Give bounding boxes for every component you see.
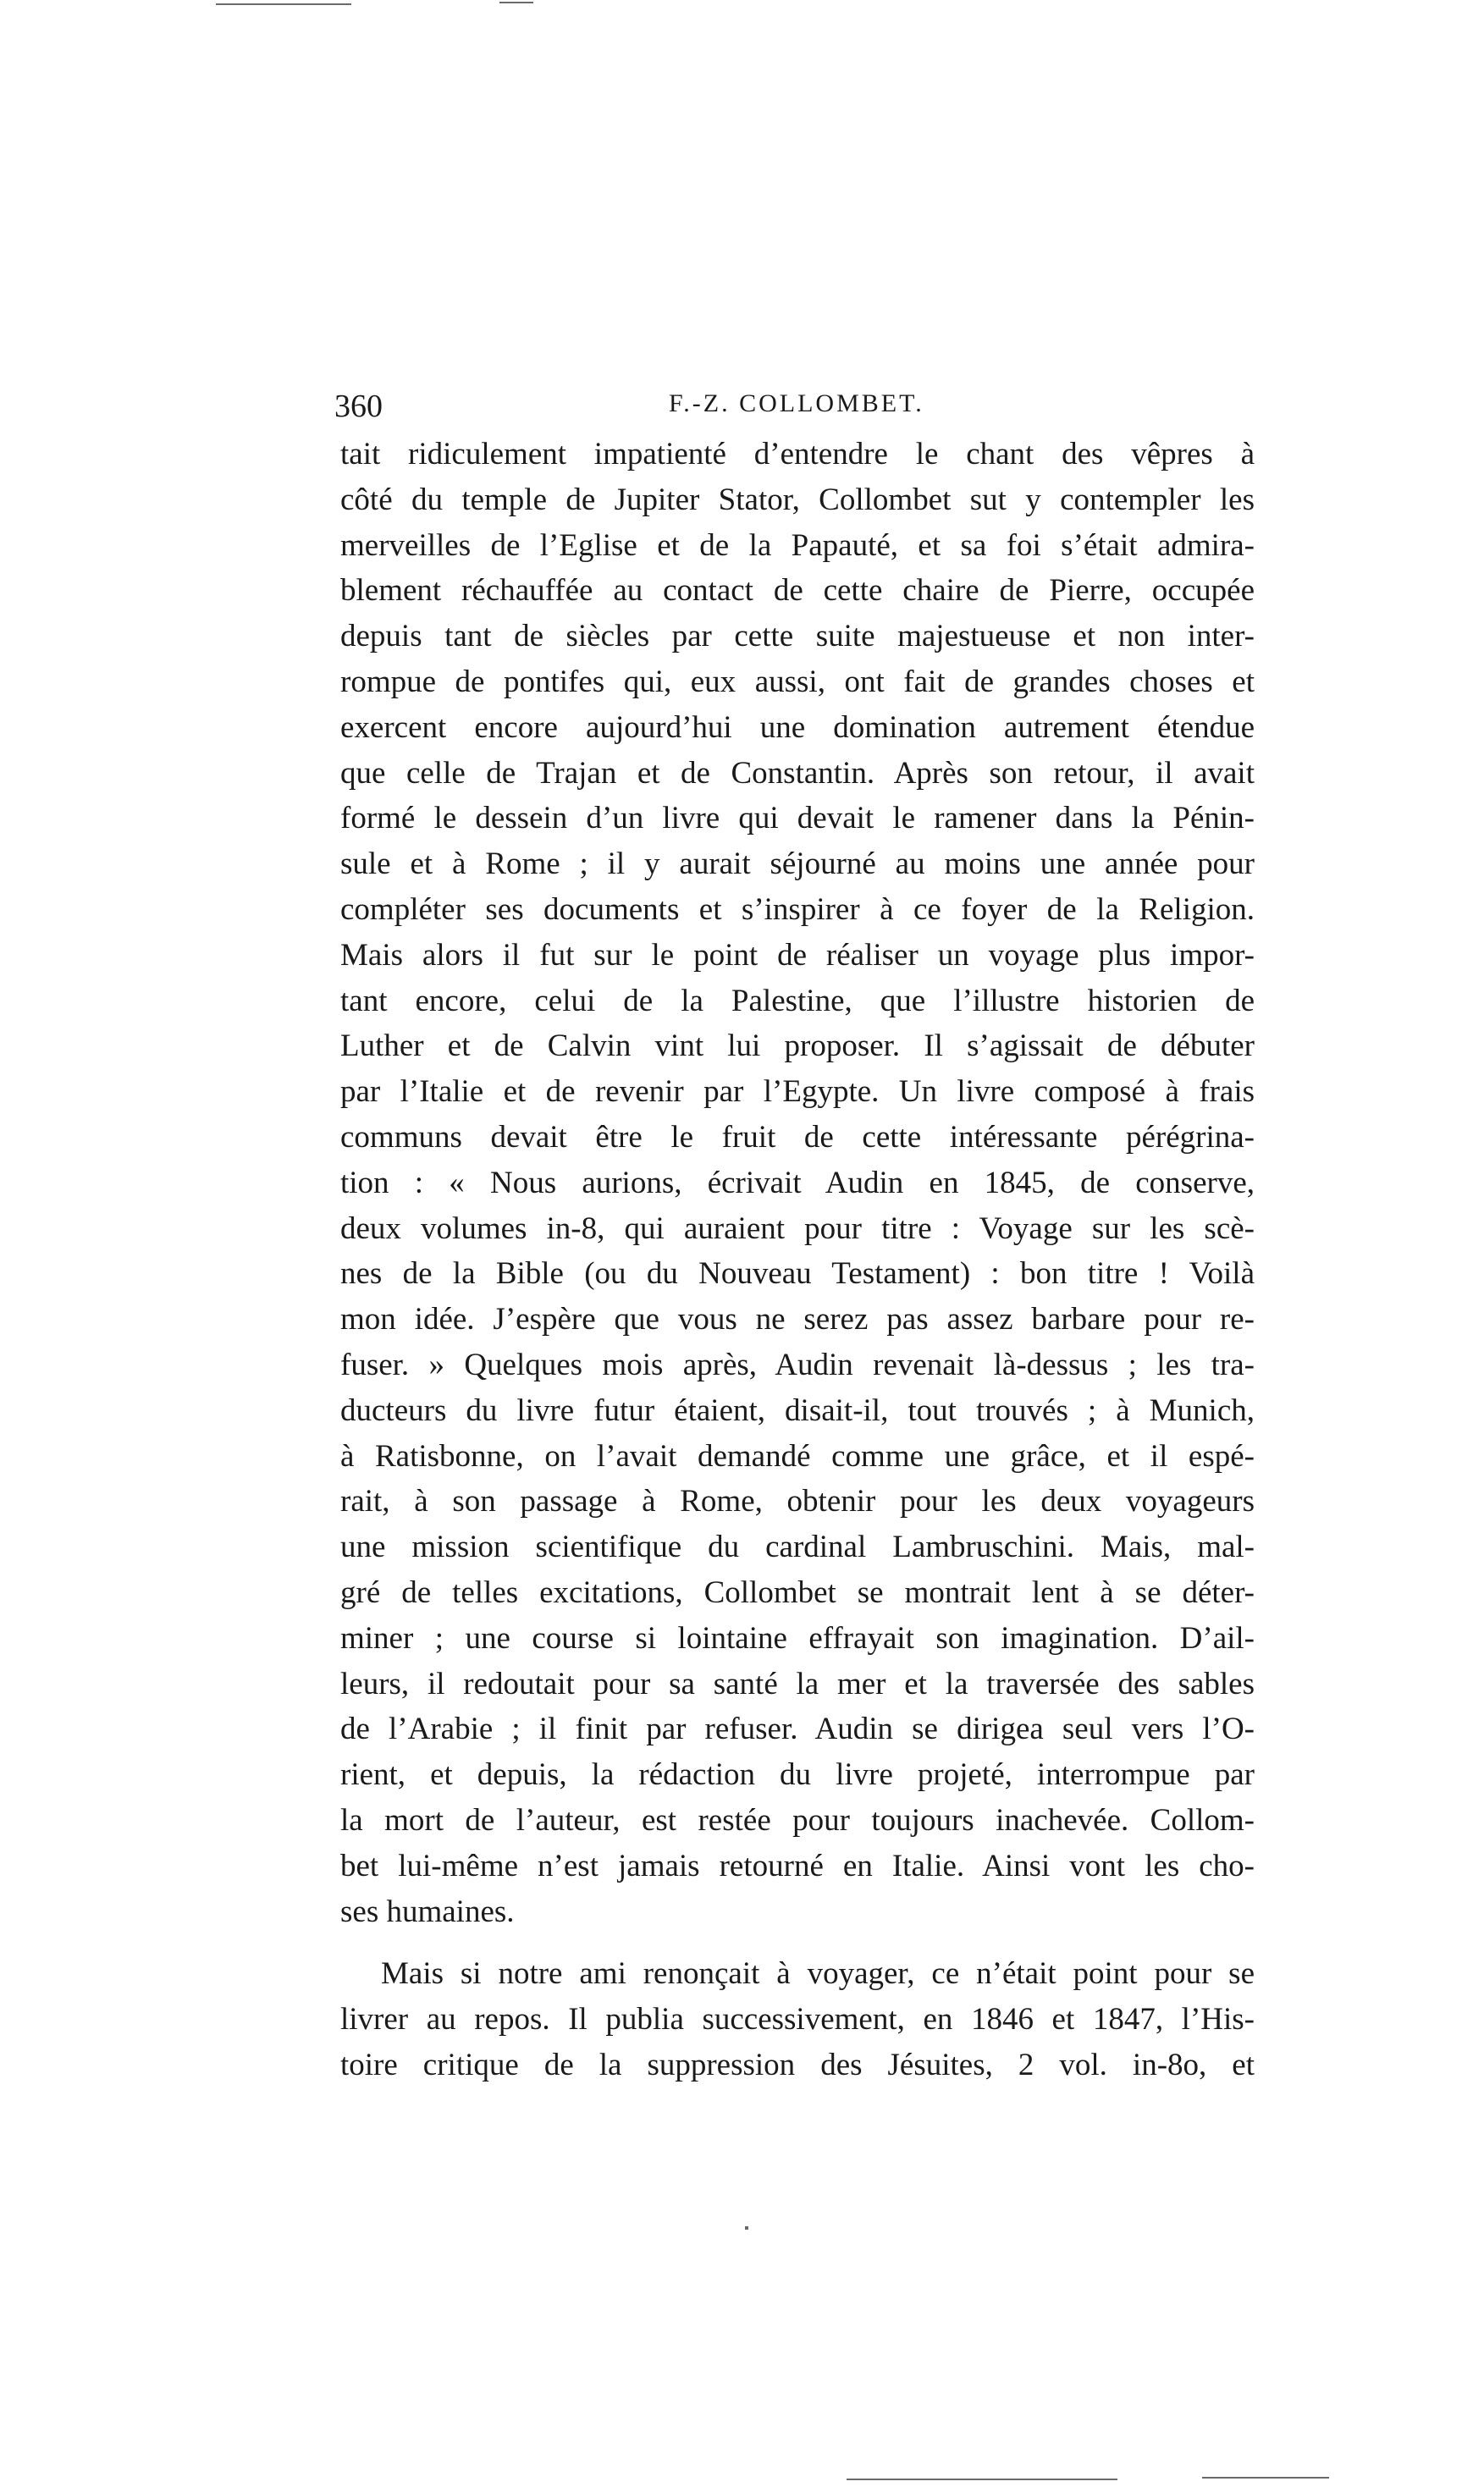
scan-edge-mark [499, 2, 533, 3]
scan-edge-mark [216, 3, 351, 5]
text-line: côté du temple de Jupiter Stator, Collombet sut y contempler les [340, 482, 1255, 517]
text-line: rient, et depuis, la rédaction du livre projeté, interrompue par [340, 1757, 1255, 1793]
text-line: tait ridiculement impatienté d’entendre le chant des vêpres à [340, 437, 1255, 471]
text-line: de l’Arabie ; il finit par refuser. Audin se dirigea seul vers l’O- [340, 1712, 1255, 1747]
text-line: rompue de pontifes qui, eux aussi, ont fait de grandes choses et [340, 664, 1255, 699]
text-line: livrer au repos. Il publia successivement, en 1846 et 1847, l’His- [340, 2002, 1255, 2038]
scan-edge-mark [1202, 2477, 1329, 2479]
text-line: miner ; une course si lointaine effrayait son imagination. D’ail- [340, 1620, 1255, 1656]
text-line: tion : « Nous aurions, écrivait Audin en 1845, de conserve, [340, 1165, 1255, 1200]
text-line: nes de la Bible (ou du Nouveau Testament) : bon titre ! Voilà [340, 1256, 1255, 1292]
text-line: à Ratisbonne, on l’avait demandé comme une grâce, et il espé- [340, 1438, 1255, 1474]
text-line: exercent encore aujourd’hui une domination autrement étendue [340, 709, 1255, 745]
text-line: mon idée. J’espère que vous ne serez pas assez barbare pour re- [340, 1302, 1255, 1337]
text-line: que celle de Trajan et de Constantin. Après son retour, il avait [340, 755, 1255, 791]
text-line: bet lui-même n’est jamais retourné en Italie. Ainsi vont les cho- [340, 1848, 1255, 1883]
text-line: tant encore, celui de la Palestine, que l’illustre historien de [340, 983, 1255, 1018]
text-line: fuser. » Quelques mois après, Audin revenait là-dessus ; les tra- [340, 1347, 1255, 1382]
text-line: une mission scientifique du cardinal Lambruschini. Mais, mal- [340, 1530, 1255, 1565]
scan-speck [745, 2226, 748, 2230]
page-header [334, 379, 1266, 430]
text-line: gré de telles excitations, Collombet se montrait lent à se déter- [340, 1574, 1255, 1610]
text-line: toire critique de la suppression des Jésuites, 2 vol. in-8o, et [340, 2047, 1255, 2082]
page-number: 360 [334, 389, 383, 424]
text-line: ses humaines. [340, 1894, 515, 1929]
text-line: blement réchauffée au contact de cette chaire de Pierre, occupée [340, 573, 1255, 609]
text-line: la mort de l’auteur, est restée pour toujours inachevée. Collom- [340, 1802, 1255, 1838]
text-line: formé le dessein d’un livre qui devait le ramener dans la Pénin- [340, 801, 1255, 836]
text-line: par l’Italie et de revenir par l’Egypte. Un livre composé à frais [340, 1074, 1255, 1110]
text-line: deux volumes in-8, qui auraient pour titre : Voyage sur les scè- [340, 1210, 1255, 1246]
text-line: Mais si notre ami renonçait à voyager, ce n’était point pour se [381, 1956, 1255, 1992]
body-text [340, 432, 1255, 2088]
text-line: communs devait être le fruit de cette intéressante pérégrina- [340, 1119, 1255, 1155]
text-line: compléter ses documents et s’inspirer à ce foyer de la Religion. [340, 891, 1255, 927]
text-line: Luther et de Calvin vint lui proposer. Il s’agissait de débuter [340, 1028, 1255, 1064]
scan-edge-mark [847, 2479, 1117, 2480]
running-head: F.-Z. COLLOMBET. [669, 389, 924, 417]
text-line: sule et à Rome ; il y aurait séjourné au moins une année pour [340, 846, 1255, 882]
paragraph [340, 432, 1255, 1934]
text-line: ducteurs du livre futur étaient, disait-il, tout trouvés ; à Munich, [340, 1392, 1255, 1428]
text-line: Mais alors il fut sur le point de réaliser un voyage plus impor- [340, 937, 1255, 973]
text-line: leurs, il redoutait pour sa santé la mer et la traversée des sables [340, 1666, 1255, 1701]
paragraph [340, 1951, 1255, 2087]
text-line: rait, à son passage à Rome, obtenir pour les deux voyageurs [340, 1484, 1255, 1519]
paragraph-gap [340, 1934, 1255, 1951]
text-line: depuis tant de siècles par cette suite majestueuse et non inter- [340, 619, 1255, 654]
text-line: merveilles de l’Eglise et de la Papauté, et sa foi s’était admira- [340, 527, 1255, 563]
